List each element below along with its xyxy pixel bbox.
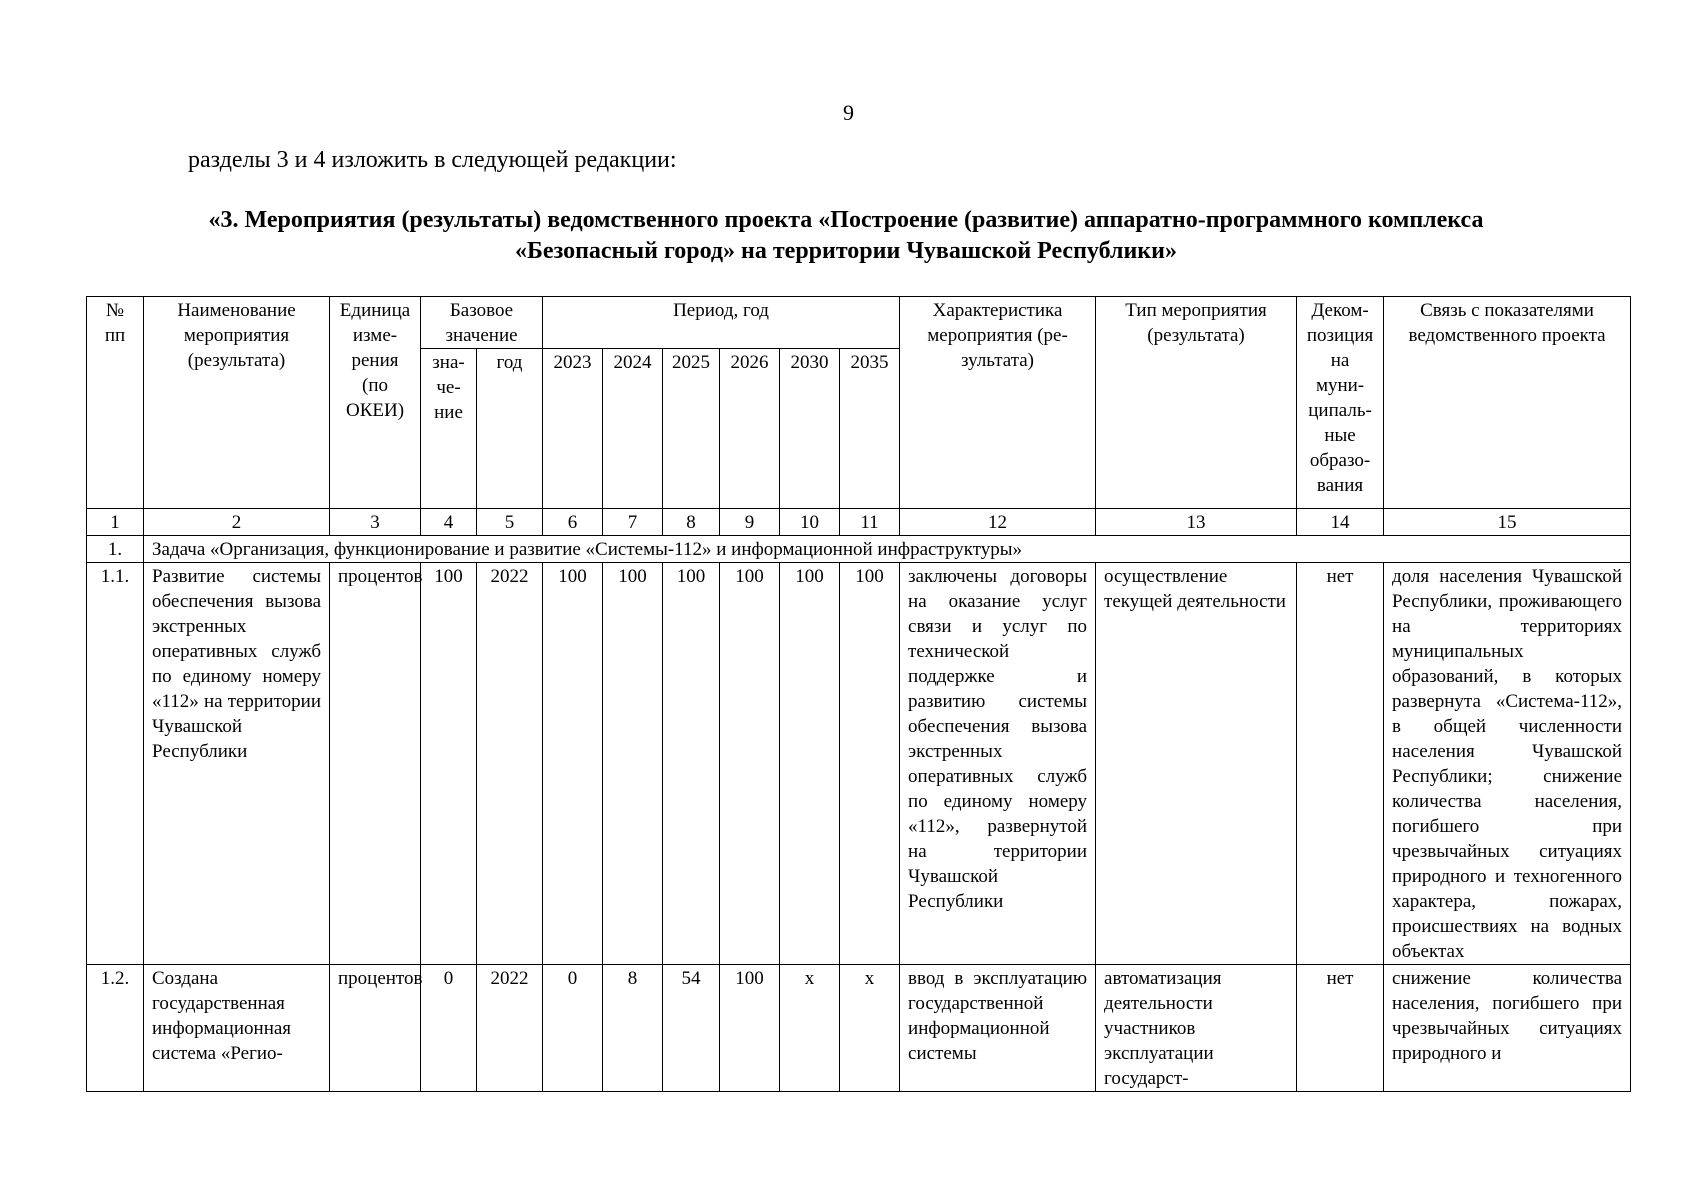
year-value-cell: x xyxy=(780,965,840,1092)
header-name: Наименование мероприятия (результата) xyxy=(144,297,330,509)
base-value-cell: 100 xyxy=(421,563,477,965)
task-number: 1. xyxy=(87,536,144,563)
year-value-cell: 100 xyxy=(720,965,780,1092)
link-cell: снижение количества населения, погибшего при чрезвычайных ситуациях природного и xyxy=(1384,965,1631,1092)
heading-line-1: «3. Мероприятия (результаты) ведомственного проекта «Построение (развитие) аппаратно-программного комплекса xyxy=(208,207,1484,233)
year-value-cell: 8 xyxy=(603,965,663,1092)
column-number: 1 xyxy=(87,509,144,536)
header-characteristic: Характеристика мероприятия (результата) xyxy=(900,297,1096,509)
base-year-cell: 2022 xyxy=(477,965,543,1092)
row-number: 1.2. xyxy=(87,965,144,1092)
column-number: 12 xyxy=(900,509,1096,536)
year-value-cell: x xyxy=(840,965,900,1092)
header-base: Базовое значение xyxy=(421,297,543,349)
decomposition-cell: нет xyxy=(1297,563,1384,965)
column-number: 10 xyxy=(780,509,840,536)
year-value-cell: 100 xyxy=(543,563,603,965)
table-row xyxy=(87,965,1631,1092)
base-value-cell: 0 xyxy=(421,965,477,1092)
year-value-cell: 54 xyxy=(663,965,720,1092)
column-number: 9 xyxy=(720,509,780,536)
column-number: 15 xyxy=(1384,509,1631,536)
year-value-cell: 100 xyxy=(720,563,780,965)
characteristic-cell: заключены договоры на оказание услуг связи и услуг по технической поддержке и развитию системы обеспечения вызова экстренных оперативных служб по единому номеру «112», развернутой на территории Чувашской Республики xyxy=(900,563,1096,965)
header-year: 2026 xyxy=(720,349,780,509)
page-number: 9 xyxy=(843,100,854,125)
header-num: № пп xyxy=(87,297,144,509)
header-year: 2035 xyxy=(840,349,900,509)
header-link: Связь с показателями ведомственного проекта xyxy=(1384,297,1631,509)
task-text: Задача «Организация, функционирование и развитие «Системы-112» и информационной инфраструктуры» xyxy=(144,536,1631,563)
measures-table xyxy=(86,296,1631,1092)
column-number: 11 xyxy=(840,509,900,536)
column-number: 2 xyxy=(144,509,330,536)
year-value-cell: 0 xyxy=(543,965,603,1092)
column-number: 14 xyxy=(1297,509,1384,536)
column-number: 8 xyxy=(663,509,720,536)
table-row xyxy=(87,563,1631,965)
decomposition-cell: нет xyxy=(1297,965,1384,1092)
section-heading xyxy=(86,205,1606,267)
unit-cell: процентов xyxy=(330,563,421,965)
column-number: 5 xyxy=(477,509,543,536)
header-base-year: год xyxy=(477,349,543,509)
base-year-cell: 2022 xyxy=(477,563,543,965)
column-number-row xyxy=(87,509,1631,536)
intro-text: разделы 3 и 4 изложить в следующей редакции: xyxy=(188,147,677,173)
row-number: 1.1. xyxy=(87,563,144,965)
year-value-cell: 100 xyxy=(840,563,900,965)
header-year: 2023 xyxy=(543,349,603,509)
year-value-cell: 100 xyxy=(780,563,840,965)
year-value-cell: 100 xyxy=(603,563,663,965)
type-cell: автоматизация деятельности участников эксплуатации государст- xyxy=(1096,965,1297,1092)
header-row-1 xyxy=(87,297,1631,349)
type-cell: осуществление текущей деятельности xyxy=(1096,563,1297,965)
header-year: 2030 xyxy=(780,349,840,509)
link-cell: доля населения Чувашской Республики, проживающего на территориях муниципальных образований, в которых развернута «Система-112», в общей численности населения Чувашской Республики; снижение количества населения, погибшего при чрезвычайных ситуациях природного и техногенного характера, пожарах, происшествиях на водных объектах xyxy=(1384,563,1631,965)
header-decomposition: Декомпозиция на муниципальные образования xyxy=(1297,297,1384,509)
header-type: Тип мероприятия (результата) xyxy=(1096,297,1297,509)
header-unit: Единица измерения (по ОКЕИ) xyxy=(330,297,421,509)
header-year: 2025 xyxy=(663,349,720,509)
header-year: 2024 xyxy=(603,349,663,509)
column-number: 4 xyxy=(421,509,477,536)
year-value-cell: 100 xyxy=(663,563,720,965)
column-number: 3 xyxy=(330,509,421,536)
column-number: 7 xyxy=(603,509,663,536)
header-period: Период, год xyxy=(543,297,900,349)
heading-line-2: «Безопасный город» на территории Чувашской Республики» xyxy=(515,238,1177,264)
column-number: 6 xyxy=(543,509,603,536)
unit-cell: процентов xyxy=(330,965,421,1092)
column-number: 13 xyxy=(1096,509,1297,536)
task-row xyxy=(87,536,1631,563)
header-base-value: значение xyxy=(421,349,477,509)
measure-name: Создана государственная информационная система «Регио- xyxy=(144,965,330,1092)
measure-name: Развитие системы обеспечения вызова экстренных оперативных служб по единому номеру «112» на территории Чувашской Республики xyxy=(144,563,330,965)
characteristic-cell: ввод в эксплуатацию государственной информационной системы xyxy=(900,965,1096,1092)
